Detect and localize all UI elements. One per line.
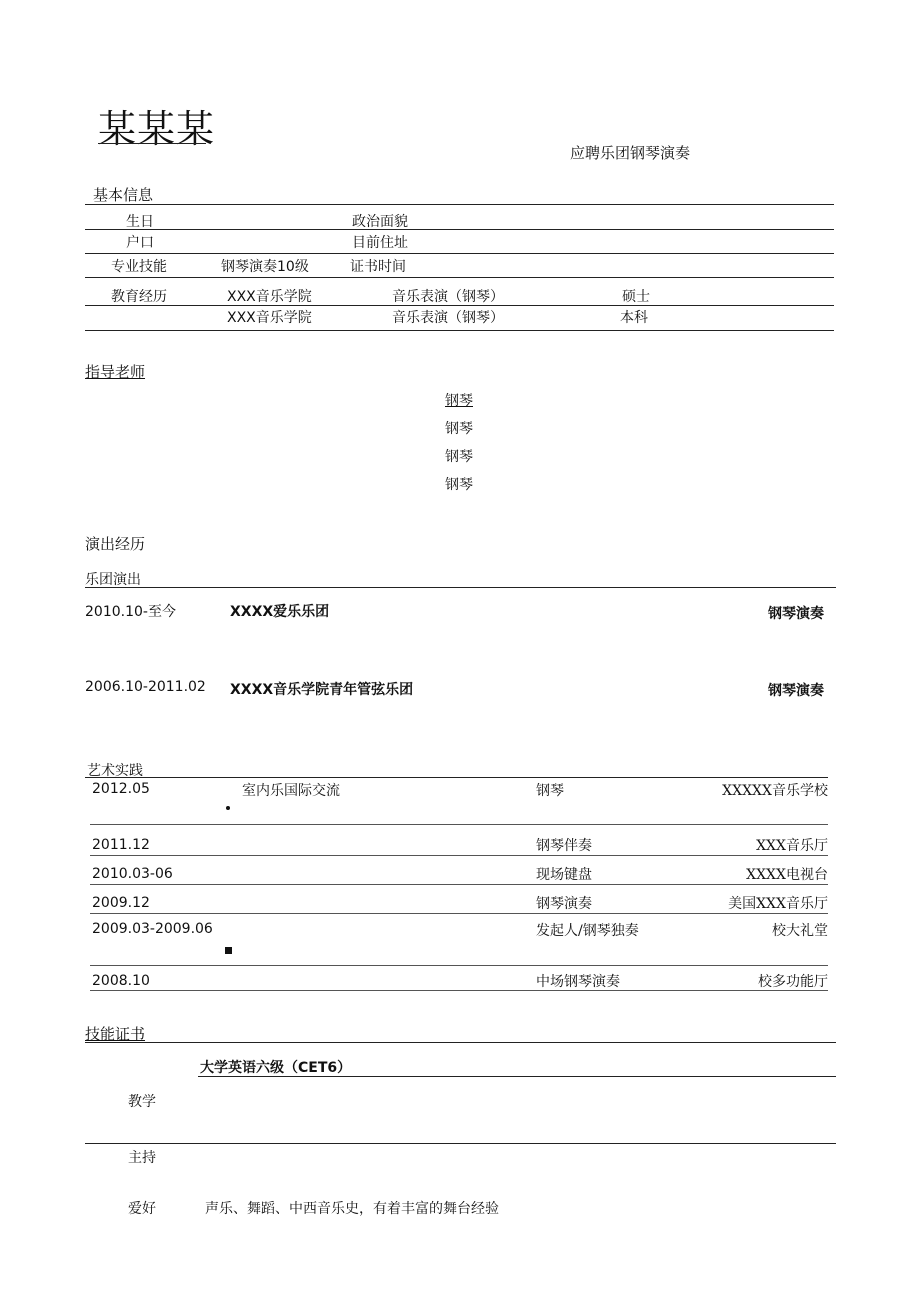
divider (85, 777, 828, 778)
practice-role: 钢琴 (536, 783, 564, 799)
divider (85, 1042, 836, 1043)
orchestra-period: 2006.10-2011.02 (85, 679, 206, 695)
divider (90, 855, 828, 856)
divider (85, 587, 836, 588)
practice-date: 2008.10 (92, 973, 150, 989)
birthday-label: 生日 (126, 214, 154, 230)
education-degree: 本科 (620, 310, 648, 326)
education-major: 音乐表演（钢琴） (392, 289, 504, 305)
education-major: 音乐表演（钢琴） (392, 310, 504, 326)
divider (85, 204, 834, 205)
divider (90, 913, 828, 914)
practice-role: 钢琴演奏 (536, 896, 592, 912)
political-label: 政治面貌 (352, 214, 408, 230)
practice-venue: 校大礼堂 (772, 923, 828, 939)
orchestra-role: 钢琴演奏 (768, 683, 824, 699)
practice-date: 2012.05 (92, 781, 150, 797)
skills-title: 技能证书 (85, 1025, 146, 1043)
skill-label: 专业技能 (111, 259, 167, 275)
job-objective: 应聘乐团钢琴演奏 (570, 144, 691, 162)
divider (85, 277, 834, 278)
teacher-item: 钢琴 (445, 421, 473, 437)
cert-time-label: 证书时间 (350, 259, 406, 275)
address-label: 目前住址 (352, 235, 408, 251)
education-school: XXX音乐学院 (227, 289, 312, 305)
hobby-value: 声乐、舞蹈、中西音乐史，有着丰富的舞台经验 (205, 1201, 499, 1217)
orchestra-name: XXXX爱乐乐团 (230, 604, 330, 620)
divider (90, 990, 828, 991)
hobby-label: 爱好 (128, 1201, 156, 1217)
practice-date: 2011.12 (92, 837, 150, 853)
divider (90, 965, 828, 966)
cert-item: 大学英语六级（CET6） (200, 1060, 352, 1076)
practice-date: 2009.12 (92, 895, 150, 911)
skill-value: 钢琴演奏10级 (221, 259, 309, 275)
teacher-item: 钢琴 (445, 449, 473, 465)
bullet-dot (226, 806, 230, 810)
candidate-name: 某某某 (98, 107, 216, 151)
hosting-label: 主持 (128, 1150, 156, 1166)
practice-venue: XXXX电视台 (746, 867, 828, 883)
name-underline (98, 143, 206, 144)
divider (85, 1143, 836, 1144)
orchestra-period: 2010.10-至今 (85, 604, 176, 620)
orchestra-name: XXXX音乐学院青年管弦乐团 (230, 682, 414, 698)
practice-venue: 校多功能厅 (758, 974, 828, 990)
practice-role: 钢琴伴奏 (536, 838, 592, 854)
practice-role: 现场键盘 (536, 867, 592, 883)
practice-role: 发起人/钢琴独奏 (536, 923, 639, 939)
practice-venue: XXXXX音乐学校 (722, 783, 828, 799)
practice-venue: 美国XXX音乐厅 (728, 896, 828, 912)
practice-date: 2010.03-06 (92, 866, 173, 882)
education-school: XXX音乐学院 (227, 310, 312, 326)
divider (90, 824, 828, 825)
teaching-label: 教学 (128, 1094, 156, 1110)
divider (85, 305, 834, 306)
basic-info-title: 基本信息 (93, 186, 154, 204)
teacher-item: 钢琴 (445, 393, 473, 409)
practice-event: 室内乐国际交流 (242, 783, 340, 799)
orchestra-role: 钢琴演奏 (768, 606, 824, 622)
divider (85, 330, 834, 331)
teacher-item: 钢琴 (445, 477, 473, 493)
practice-date: 2009.03-2009.06 (92, 921, 213, 937)
divider (198, 1076, 836, 1077)
education-label: 教育经历 (111, 289, 167, 305)
performance-title: 演出经历 (85, 535, 146, 553)
orchestra-title: 乐团演出 (85, 572, 141, 588)
hukou-label: 户口 (126, 235, 154, 251)
education-degree: 硕士 (622, 289, 650, 305)
divider (85, 229, 834, 230)
practice-title: 艺术实践 (87, 763, 143, 779)
divider (85, 253, 834, 254)
practice-role: 中场钢琴演奏 (536, 974, 620, 990)
bullet-square (225, 947, 232, 954)
practice-venue: XXX音乐厅 (756, 838, 828, 854)
divider (90, 884, 828, 885)
teachers-title: 指导老师 (85, 363, 146, 381)
